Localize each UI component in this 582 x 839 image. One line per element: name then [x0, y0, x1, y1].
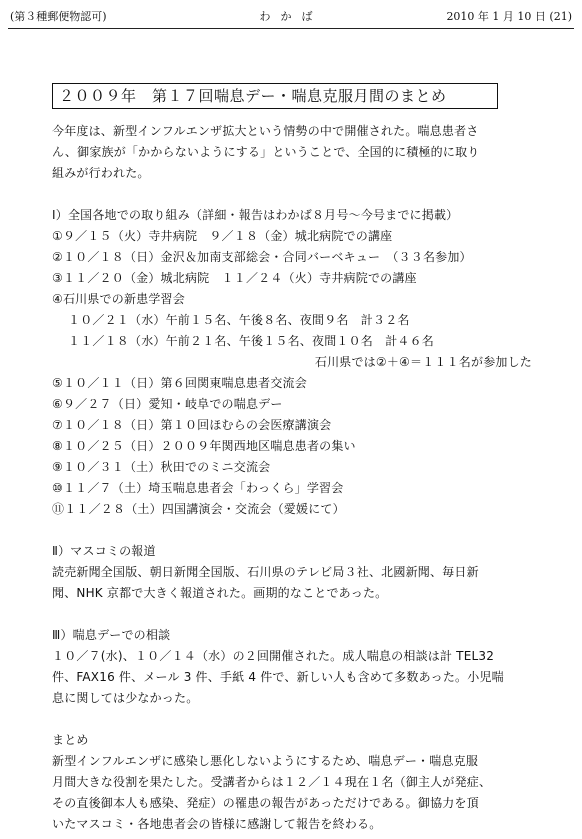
list-item: ⑥９／２７（日）愛知・岐阜での喘息デー: [52, 397, 283, 411]
list-item: ⑨１０／３１（土）秋田でのミニ交流会: [52, 460, 271, 474]
issue-date: 2010 年 1 月 10 日 (21): [446, 10, 572, 23]
summary-line: 月間大きな役割を果たした。受講者からは１２／１４現在１名（御主人が発症、: [52, 775, 492, 789]
summary-line: 新型インフルエンザに感染し悪化しないようにするため、喘息デー・喘息克服: [52, 754, 479, 768]
newspaper-header: [8, 4, 574, 29]
summary-heading: まとめ: [52, 733, 89, 747]
sub-list-item: １１／１８（水）午前２１名、午後１５名、夜間１０名 計４６名: [68, 334, 435, 348]
list-item: ⑩１１／７（土）埼玉喘息患者会「わっくら」学習会: [52, 481, 344, 495]
section-1-heading: Ⅰ）全国各地での取り組み（詳細・報告はわかば８月号～今号までに掲載）: [52, 208, 459, 222]
list-item: ⑦１０／１８（日）第１０回ほむらの会医療講演会: [52, 418, 332, 432]
list-item: ⑧１０／２５（日）２００９年関西地区喘息患者の集い: [52, 439, 356, 453]
intro-line: 組みが行われた。: [52, 166, 150, 180]
list-item: ⑪１１／２８（土）四国講演会・交流会（愛媛にて）: [52, 502, 345, 516]
section-2-heading: Ⅱ）マスコミの報道: [52, 544, 156, 558]
list-item: ③１１／２０（金）城北病院 １１／２４（火）寺井病院での講座: [52, 271, 417, 285]
intro-line: 今年度は、新型インフルエンザ拡大という情勢の中で開催された。喘息患者さ: [52, 124, 479, 138]
section-3-line: １０／７(水)、１０／１４（水）の２回開催された。成人喘息の相談は計 TEL32: [52, 649, 495, 663]
newspaper-name: わかば: [259, 10, 323, 23]
article-body: [52, 121, 532, 835]
postal-permit-label: (第３種郵便物認可): [10, 10, 107, 23]
article-title: ２００９年 第１７回喘息デー・喘息克服月間のまとめ: [52, 83, 498, 109]
list-item: ①９／１５（火）寺井病院 ９／１８（金）城北病院での講座: [52, 229, 393, 243]
section-3-line: 件、FAX16 件、メール 3 件、手紙 4 件で、新しい人も含めて多数あった。小児喘: [52, 670, 504, 684]
participant-total-note: 石川県では②＋④＝１１１名が参加した: [314, 355, 532, 369]
sub-list-item: １０／２１（水）午前１５名、午後８名、夜間９名 計３２名: [68, 313, 410, 327]
summary-line: いたマスコミ・各地患者会の皆様に感謝して報告を終わる。: [52, 817, 382, 831]
list-item: ②１０／１８（日）金沢＆加南支部総会・合同バーベキュー （３３名参加）: [52, 250, 472, 264]
section-2-line: 聞、NHK 京都で大きく報道された。画期的なことであった。: [52, 586, 388, 600]
section-3-heading: Ⅲ）喘息デーでの相談: [52, 628, 171, 642]
section-2-line: 読売新聞全国版、朝日新聞全国版、石川県のテレビ局３社、北國新聞、毎日新: [52, 565, 479, 579]
list-item: ④石川県での新患学習会: [52, 292, 185, 306]
section-3-line: 息に関しては少なかった。: [52, 691, 199, 705]
intro-line: ん、御家族が「かからないようにする」ということで、全国的に積極的に取り: [52, 145, 480, 159]
list-item: ⑤１０／１１（日）第６回関東喘息患者交流会: [52, 376, 307, 390]
summary-line: その直後御本人も感染、発症）の罹患の報告があっただけである。御協力を頂: [52, 796, 479, 810]
